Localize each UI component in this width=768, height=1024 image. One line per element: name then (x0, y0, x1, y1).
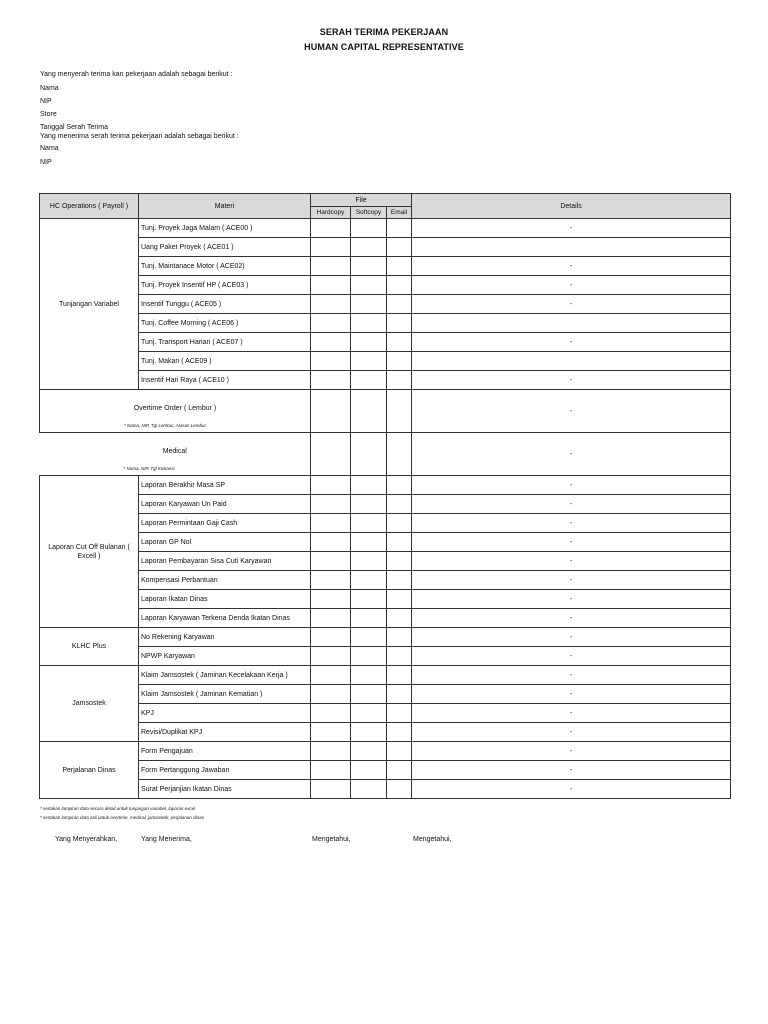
table-row (40, 352, 731, 371)
softcopy-cell (351, 476, 387, 495)
table-row (40, 257, 731, 276)
detail-cell: - (412, 433, 731, 476)
email-cell (387, 742, 412, 761)
softcopy-cell (351, 533, 387, 552)
item-materi: Tunj. Coffee Morning ( ACE06 ) (139, 314, 311, 333)
medical-note: * Nama, NIP, Tgl Kwitansi (123, 466, 175, 471)
hardcopy-cell (311, 571, 351, 590)
table-row (40, 780, 731, 799)
email-cell (387, 352, 412, 371)
email-cell (387, 390, 412, 433)
detail-cell: - (412, 704, 731, 723)
table-row (40, 314, 731, 333)
detail-cell: - (412, 333, 731, 352)
table-row (40, 742, 731, 761)
softcopy-cell (351, 314, 387, 333)
item-materi: Tunj. Makan ( ACE09 ) (139, 352, 311, 371)
item-materi: Laporan Ikatan Dinas (139, 590, 311, 609)
hardcopy-cell (311, 333, 351, 352)
table-row (40, 333, 731, 352)
softcopy-cell (351, 647, 387, 666)
softcopy-cell (351, 685, 387, 704)
medical-cell (40, 433, 311, 476)
header-details: Details (412, 194, 731, 219)
item-materi: Form Pertanggung Jawaban (139, 761, 311, 780)
email-cell (387, 628, 412, 647)
table-row (40, 723, 731, 742)
detail-cell (412, 314, 731, 333)
detail-cell: - (412, 609, 731, 628)
table-row (40, 571, 731, 590)
detail-cell (412, 352, 731, 371)
item-materi: Form Pengajuan (139, 742, 311, 761)
table-row (40, 628, 731, 647)
softcopy-cell (351, 704, 387, 723)
email-cell (387, 433, 412, 476)
hardcopy-cell (311, 704, 351, 723)
header-hardcopy: Hardcopy (311, 207, 351, 219)
email-cell (387, 295, 412, 314)
item-materi: Laporan Pembayaran Sisa Cuti Karyawan (139, 552, 311, 571)
table-row (40, 371, 731, 390)
email-cell (387, 609, 412, 628)
detail-cell: - (412, 552, 731, 571)
detail-cell: - (412, 628, 731, 647)
giver-name-label: Nama (40, 85, 59, 92)
item-materi: Tunj. Transport Harian ( ACE07 ) (139, 333, 311, 352)
email-cell (387, 533, 412, 552)
overtime-note: * Nama, NIP, Tgl Lembur, Alasan Lembur (124, 423, 207, 428)
store-label: Store (40, 111, 57, 118)
email-cell (387, 257, 412, 276)
detail-cell: - (412, 590, 731, 609)
item-materi: Laporan Karyawan Terkena Denda Ikatan Dinas (139, 609, 311, 628)
table-row (40, 433, 731, 476)
item-materi: Laporan GP Nol (139, 533, 311, 552)
detail-cell (412, 238, 731, 257)
detail-cell: - (412, 257, 731, 276)
email-cell (387, 276, 412, 295)
softcopy-cell (351, 571, 387, 590)
email-cell (387, 780, 412, 799)
item-materi: Tunj. Proyek Insentif HP ( ACE03 ) (139, 276, 311, 295)
email-cell (387, 371, 412, 390)
detail-cell: - (412, 742, 731, 761)
header-file: File (311, 194, 412, 207)
softcopy-cell (351, 628, 387, 647)
softcopy-cell (351, 433, 387, 476)
table-row (40, 514, 731, 533)
table-row (40, 533, 731, 552)
footnote-1: * sertakan lampiran data secara detail untuk tunjangan variabel, laporan excel (40, 806, 196, 811)
hardcopy-cell (311, 514, 351, 533)
softcopy-cell (351, 780, 387, 799)
detail-cell: - (412, 571, 731, 590)
date-label: Tanggal Serah Terima (40, 124, 108, 131)
email-cell (387, 666, 412, 685)
giver-intro: Yang menyerah terima kan pekerjaan adalah sebagai berikut : (40, 71, 233, 78)
email-cell (387, 590, 412, 609)
softcopy-cell (351, 495, 387, 514)
email-cell (387, 552, 412, 571)
detail-cell: - (412, 219, 731, 238)
hardcopy-cell (311, 628, 351, 647)
handover-table (39, 193, 731, 799)
table-row (40, 552, 731, 571)
table-row (40, 276, 731, 295)
hardcopy-cell (311, 666, 351, 685)
overtime-cell (40, 390, 311, 433)
hardcopy-cell (311, 476, 351, 495)
detail-cell: - (412, 723, 731, 742)
item-materi: NPWP Karyawan (139, 647, 311, 666)
table-row (40, 495, 731, 514)
item-materi: Klaim Jamsostek ( Jaminan Kecelakaan Kerja ) (139, 666, 311, 685)
signature-receiver: Yang Menerima, (141, 836, 192, 843)
email-cell (387, 514, 412, 533)
email-cell (387, 761, 412, 780)
hardcopy-cell (311, 685, 351, 704)
table-row (40, 295, 731, 314)
email-cell (387, 314, 412, 333)
document-title: SERAH TERIMA PEKERJAAN (319, 27, 449, 37)
hardcopy-cell (311, 647, 351, 666)
receiver-name-label: Nama (40, 145, 59, 152)
item-materi: Tunj. Proyek Jaga Malam ( ACE00 ) (139, 219, 311, 238)
item-materi: Tunj. Maintanace Motor ( ACE02) (139, 257, 311, 276)
table-row (40, 609, 731, 628)
softcopy-cell (351, 761, 387, 780)
item-materi: Laporan Karyawan Un Paid (139, 495, 311, 514)
group-klhc: KLHC Plus (40, 628, 139, 666)
table-row (40, 647, 731, 666)
hardcopy-cell (311, 433, 351, 476)
email-cell (387, 571, 412, 590)
detail-cell: - (412, 495, 731, 514)
group-cutoff: Laporan Cut Off Bulanan ( Excell ) (40, 476, 139, 628)
detail-cell: - (412, 647, 731, 666)
softcopy-cell (351, 742, 387, 761)
softcopy-cell (351, 219, 387, 238)
softcopy-cell (351, 609, 387, 628)
email-cell (387, 723, 412, 742)
detail-cell: - (412, 780, 731, 799)
softcopy-cell (351, 666, 387, 685)
hardcopy-cell (311, 352, 351, 371)
email-cell (387, 238, 412, 257)
softcopy-cell (351, 371, 387, 390)
hardcopy-cell (311, 609, 351, 628)
softcopy-cell (351, 552, 387, 571)
softcopy-cell (351, 276, 387, 295)
hardcopy-cell (311, 371, 351, 390)
hardcopy-cell (311, 533, 351, 552)
document-subtitle: HUMAN CAPITAL REPRESENTATIVE (304, 42, 464, 52)
email-cell (387, 704, 412, 723)
hardcopy-cell (311, 761, 351, 780)
softcopy-cell (351, 238, 387, 257)
email-cell (387, 476, 412, 495)
table-row (40, 685, 731, 704)
header-softcopy: Softcopy (351, 207, 387, 219)
medical-label: Medical (162, 447, 187, 455)
item-materi: Uang Paket Proyek ( ACE01 ) (139, 238, 311, 257)
group-tunjangan: Tunjangan Variabel (40, 219, 139, 390)
hardcopy-cell (311, 552, 351, 571)
table-row (40, 476, 731, 495)
group-perjalanan: Perjalanan Dinas (40, 742, 139, 799)
receiver-intro: Yang menerima serah terima pekerjaan adalah sebagai berikut : (40, 133, 239, 140)
detail-cell: - (412, 295, 731, 314)
email-cell (387, 333, 412, 352)
item-materi: Revisi/Duplikat KPJ (139, 723, 311, 742)
softcopy-cell (351, 257, 387, 276)
detail-cell: - (412, 685, 731, 704)
softcopy-cell (351, 352, 387, 371)
email-cell (387, 495, 412, 514)
detail-cell: - (412, 514, 731, 533)
signature-acknowledged-2: Mengetahui, (413, 836, 452, 843)
giver-nip-label: NIP (40, 98, 52, 105)
softcopy-cell (351, 514, 387, 533)
footnote-2: * sertakan lampiran data asli untuk overtime, medical, jamsostek, perjalanan dinas (40, 815, 204, 820)
softcopy-cell (351, 295, 387, 314)
hardcopy-cell (311, 590, 351, 609)
item-materi: Laporan Berakhir Masa SP (139, 476, 311, 495)
table-row (40, 238, 731, 257)
detail-cell: - (412, 533, 731, 552)
header-email: Email (387, 207, 412, 219)
hardcopy-cell (311, 780, 351, 799)
table-row (40, 761, 731, 780)
table-row (40, 704, 731, 723)
hardcopy-cell (311, 723, 351, 742)
table-row (40, 390, 731, 433)
detail-cell: - (412, 476, 731, 495)
overtime-label: Overtime Order ( Lembur ) (133, 404, 217, 412)
hardcopy-cell (311, 238, 351, 257)
softcopy-cell (351, 723, 387, 742)
hardcopy-cell (311, 257, 351, 276)
item-materi: Laporan Permintaan Gaji Cash (139, 514, 311, 533)
item-materi: Insentif Hari Raya ( ACE10 ) (139, 371, 311, 390)
hardcopy-cell (311, 276, 351, 295)
softcopy-cell (351, 333, 387, 352)
item-materi: KPJ (139, 704, 311, 723)
table-row (40, 590, 731, 609)
header-materi: Materi (139, 194, 311, 219)
detail-cell: - (412, 390, 731, 433)
item-materi: Insentif Tunggu ( ACE05 ) (139, 295, 311, 314)
receiver-nip-label: NIP (40, 159, 52, 166)
table-row (40, 219, 731, 238)
hardcopy-cell (311, 495, 351, 514)
header-hc-operations: HC Operations ( Payroll ) (40, 194, 139, 219)
email-cell (387, 219, 412, 238)
detail-cell: - (412, 276, 731, 295)
softcopy-cell (351, 590, 387, 609)
group-jamsostek: Jamsostek (40, 666, 139, 742)
detail-cell: - (412, 666, 731, 685)
item-materi: No Rekening Karyawan (139, 628, 311, 647)
hardcopy-cell (311, 314, 351, 333)
detail-cell: - (412, 371, 731, 390)
hardcopy-cell (311, 742, 351, 761)
softcopy-cell (351, 390, 387, 433)
signature-acknowledged-1: Mengetahui, (312, 836, 351, 843)
signature-giver: Yang Menyerahkan, (55, 836, 118, 843)
hardcopy-cell (311, 295, 351, 314)
hardcopy-cell (311, 390, 351, 433)
email-cell (387, 647, 412, 666)
hardcopy-cell (311, 219, 351, 238)
email-cell (387, 685, 412, 704)
table-row (40, 666, 731, 685)
item-materi: Kompensasi Perbantuan (139, 571, 311, 590)
item-materi: Surat Perjanjian Ikatan Dinas (139, 780, 311, 799)
detail-cell: - (412, 761, 731, 780)
item-materi: Klaim Jamsostek ( Jaminan Kematian ) (139, 685, 311, 704)
